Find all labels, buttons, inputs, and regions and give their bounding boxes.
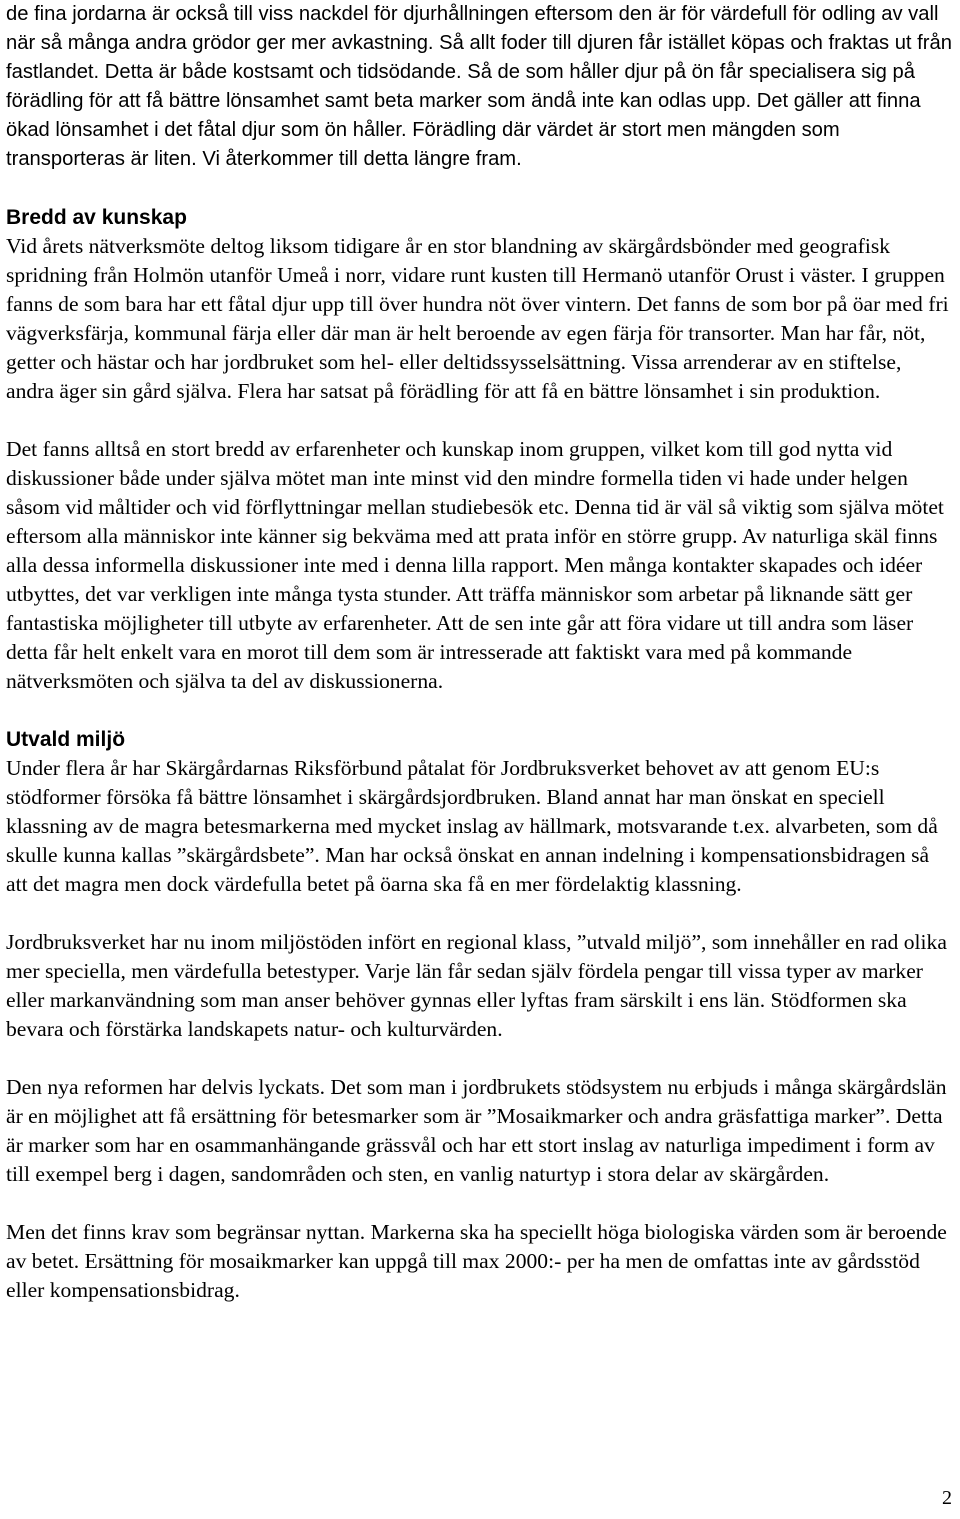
body-paragraph: Det fanns alltså en stort bredd av erfarenheter och kunskap inom gruppen, vilket kom till god nytta vid diskussioner både under själva mötet man inte minst vid den mindre formella tiden vi hade under helgen såsom vid måltider och vid förflyttningar mellan studiebesök etc. Denna tid är väl så viktig som själva mötet eftersom alla människor inte känner sig bekväma med att prata inför en större grupp. Av naturliga skäl finns alla dessa informella diskussioner inte med i denna lilla rapport. Men många kontakter skapades och idéer utbyttes, det var verkligen inte många tysta stunder. Att träffa människor som arbetar på liknande sätt ger fantastiska möjligheter till utbyte av erfarenheter. Att de sen inte går att föra vidare ut till andra som läser detta får helt enkelt vara en morot till dem som är intresserade att faktiskt vara med på kommande nätverksmöten och själva ta del av diskussionerna. <box>6 437 944 693</box>
intro-paragraph: de fina jordarna är också till viss nackdel för djurhållningen eftersom den är för värdefull för odling av vall när så många andra grödor ger mer avkastning. Så allt foder till djuren får istället köpas och fraktas ut från fastlandet. Detta är både kostsamt och tidsödande. Så de som håller djur på ön får specialisera sig på förädling för att få bättre lönsamhet samt beta marker som ändå inte kan odlas upp. Det gäller att finna ökad lönsamhet i det fåtal djur som ön håller. Förädling där värdet är stort men mängden som transporteras är liten. Vi återkommer till detta längre fram. <box>6 3 952 170</box>
body-paragraph: Den nya reformen har delvis lyckats. Det som man i jordbrukets stödsystem nu erbjuds i många skärgårdslän är en möjlighet att få ersättning för betesmarker som är ”Mosaikmarker och andra gräsfattiga marker”. Detta är marker som har en osammanhängande grässvål och har ett stort inslag av naturliga impediment i form av till exempel berg i dagen, sandområden och sten, en vanlig naturtyp i stora delar av skärgården. <box>6 1075 947 1186</box>
spacer <box>6 696 954 725</box>
spacer <box>6 1189 954 1218</box>
spacer <box>6 406 954 435</box>
body-paragraph: Under flera år har Skärgårdarnas Riksförbund påtalat för Jordbruksverket behovet av att genom EU:s stödformer försöka få bättre lönsamhet i skärgårdsjordbruken. Bland annat har man önskat en speciell klassning av de magra betesmarkerna med mycket inslag av hällmark, motsvarande t.ex. alvarbeten, som då skulle kunna kallas ”skärgårdsbete”. Man har också önskat en annan indelning i kompensationsbidragen så att det magra men dock värdefulla betet på öarna ska få en mer fördelaktig klassning. <box>6 756 938 896</box>
body-paragraph: Vid årets nätverksmöte deltog liksom tidigare år en stor blandning av skärgårdsbönder med geografisk spridning från Holmön utanför Umeå i norr, vidare runt kusten till Hermanö utanför Orust i väster. I gruppen fanns de som bara har ett fåtal djur upp till över hundra nöt över vintern. Det fanns de som bor på öar med fri vägverksfärja, kommunal färja eller där man är helt beroende av egen färja för transorter. Man har får, nöt, getter och hästar och har jordbruket som hel- eller deltidssysselsättning. Vissa arrenderar av en stiftelse, andra äger sin gård själva. Flera har satsat på förädling för att få en bättre lönsamhet i sin produktion. <box>6 234 949 403</box>
section-heading-bredd-av-kunskap: Bredd av kunskap <box>6 206 187 229</box>
page-number: 2 <box>942 1487 952 1509</box>
spacer <box>6 1044 954 1073</box>
document-page <box>6 0 954 1305</box>
body-paragraph: Jordbruksverket har nu inom miljöstöden infört en regional klass, ”utvald miljö”, som innehåller en rad olika mer speciella, men värdefulla betestyper. Varje län får sedan själv fördela pengar till vissa typer av marker eller markanvändning som man anser behöver gynnas eller lyftas fram särskilt i ens län. Stödformen ska bevara och förstärka landskapets natur- och kulturvärden. <box>6 930 947 1041</box>
section-heading-utvald-miljo: Utvald miljö <box>6 728 126 751</box>
spacer <box>6 899 954 928</box>
spacer <box>6 174 954 203</box>
body-paragraph: Men det finns krav som begränsar nyttan. Markerna ska ha speciellt höga biologiska värden som är beroende av betet. Ersättning för mosaikmarker kan uppgå till max 2000:- per ha men de omfattas inte av gårdsstöd eller kompensationsbidrag. <box>6 1220 947 1302</box>
